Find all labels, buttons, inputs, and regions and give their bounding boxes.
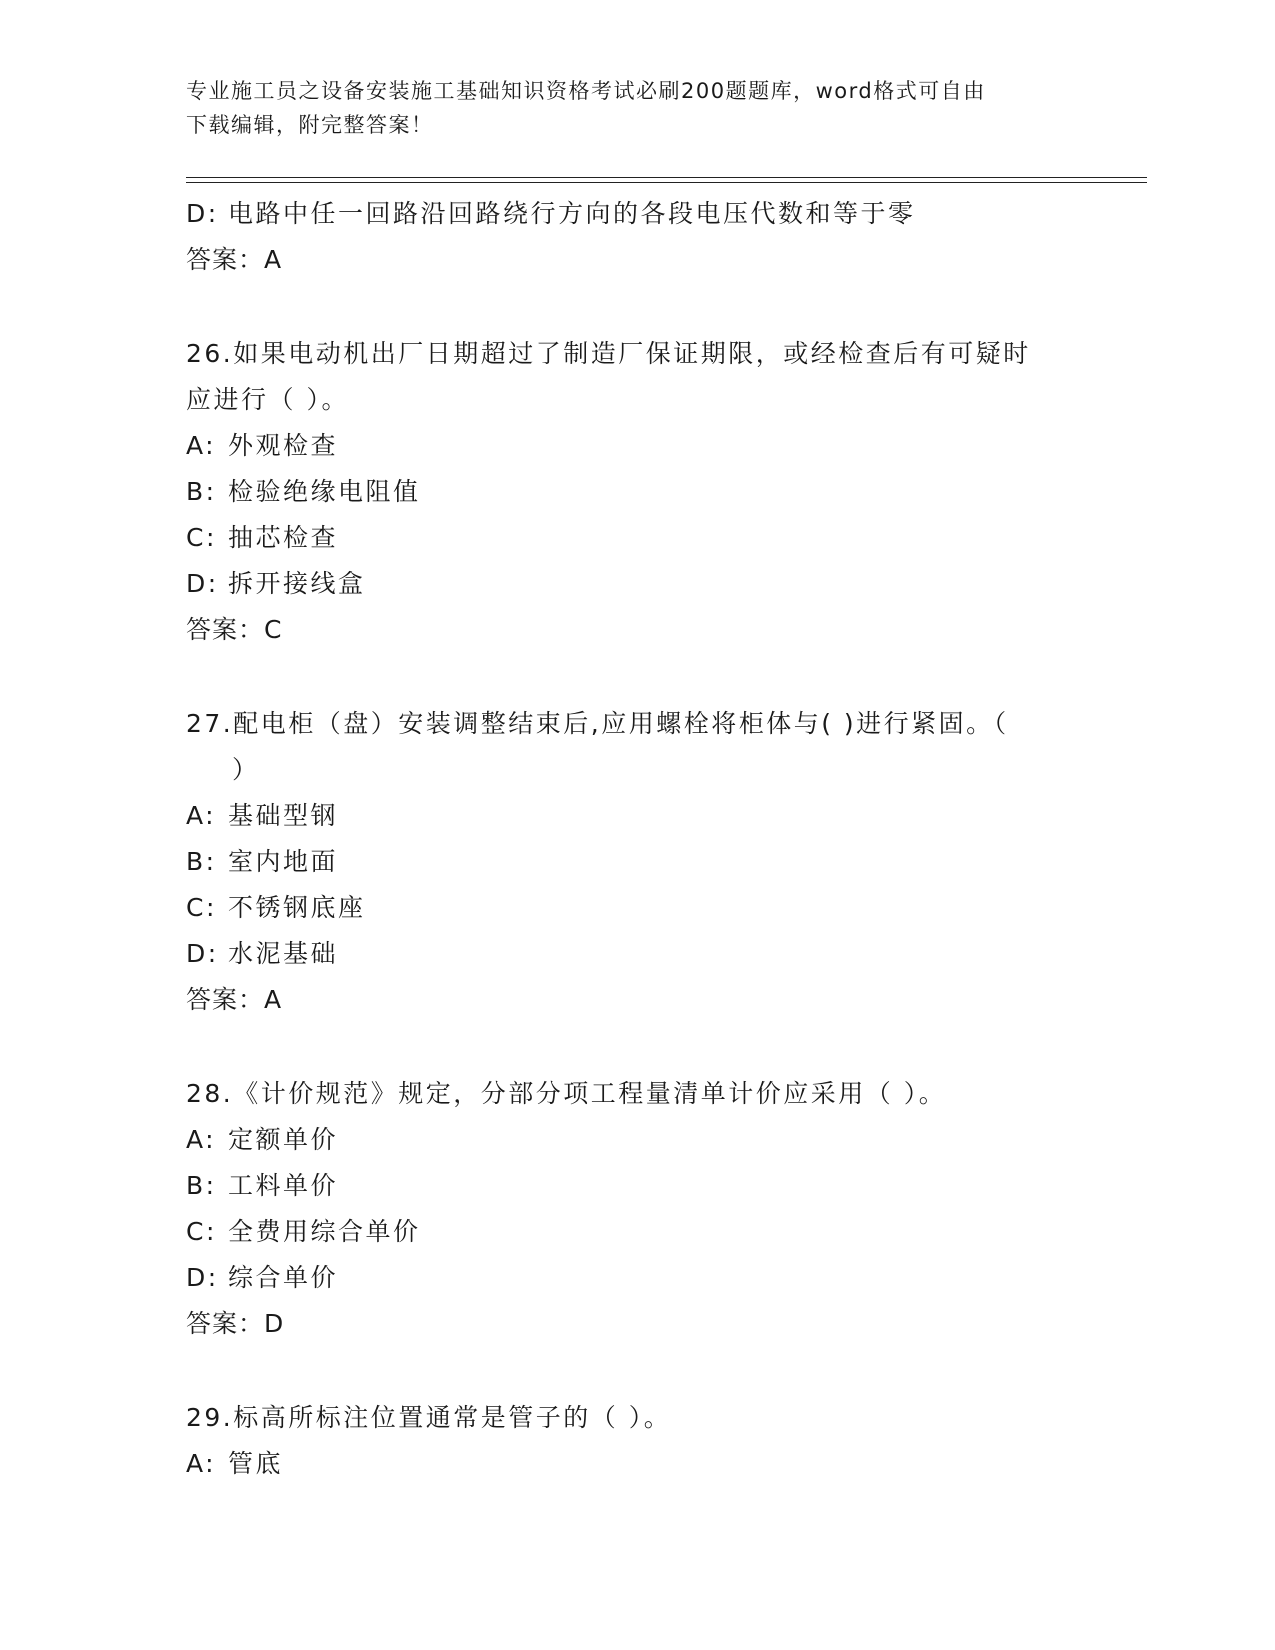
option-a	[186, 1117, 1076, 1163]
option-d	[186, 561, 1076, 607]
option-text: 基础型钢	[228, 801, 339, 830]
question-29	[186, 1395, 1076, 1487]
option-a	[186, 1441, 1076, 1487]
option-d	[186, 931, 1076, 977]
option-b	[186, 839, 1076, 885]
option-text: 拆开接线盒	[228, 569, 366, 598]
option-label: C:	[186, 1217, 217, 1246]
option-label: A:	[186, 431, 217, 460]
option-text: 检验绝缘电阻值	[228, 477, 421, 506]
option-label: D:	[186, 1263, 219, 1292]
option-label: A:	[186, 1125, 217, 1154]
option-b	[186, 1163, 1076, 1209]
spacer	[186, 1023, 1076, 1071]
spacer	[186, 1347, 1076, 1395]
option-a	[186, 423, 1076, 469]
option-d	[186, 191, 1076, 237]
question-27	[186, 701, 1076, 1023]
option-text: 抽芯检查	[228, 523, 339, 552]
spacer	[186, 283, 1076, 331]
option-label: D:	[186, 939, 219, 968]
question-stem: 29.标高所标注位置通常是管子的（ ）。	[186, 1403, 672, 1432]
option-text: 电路中任一回路沿回路绕行方向的各段电压代数和等于零	[228, 199, 916, 228]
question-stem: 27.配电柜（盘）安装调整结束后,应用螺栓将柜体与( )进行紧固。（	[186, 709, 1009, 738]
option-label: A:	[186, 801, 217, 830]
option-text: 室内地面	[228, 847, 339, 876]
option-label: D:	[186, 569, 219, 598]
question-26	[186, 331, 1076, 653]
option-text: 全费用综合单价	[228, 1217, 421, 1246]
question-stem: 28.《计价规范》规定，分部分项工程量清单计价应采用（ ）。	[186, 1079, 947, 1108]
option-text: 不锈钢底座	[228, 893, 366, 922]
option-label: C:	[186, 893, 217, 922]
spacer	[186, 653, 1076, 701]
answer-line: 答案：C	[186, 615, 283, 644]
option-label: C:	[186, 523, 217, 552]
header-line-2: 下载编辑，附完整答案！	[186, 113, 434, 137]
option-label: A:	[186, 1449, 217, 1478]
header-line-1: 专业施工员之设备安装施工基础知识资格考试必刷200题题库，word格式可自由	[186, 79, 986, 103]
option-text: 外观检查	[228, 431, 339, 460]
option-d	[186, 1255, 1076, 1301]
option-text: 综合单价	[228, 1263, 339, 1292]
document-header	[186, 74, 1066, 142]
option-text: 定额单价	[228, 1125, 339, 1154]
question-28	[186, 1071, 1076, 1347]
option-c	[186, 515, 1076, 561]
option-label: B:	[186, 1171, 217, 1200]
question-stem-continued: 应进行（ ）。	[186, 385, 349, 414]
option-label: D:	[186, 199, 219, 228]
option-text: 管底	[228, 1449, 284, 1478]
option-c	[186, 1209, 1076, 1255]
option-label: B:	[186, 847, 217, 876]
header-divider-bottom	[186, 182, 1147, 183]
option-label: B:	[186, 477, 217, 506]
question-stem-continued: ）	[232, 755, 260, 784]
option-text: 工料单价	[228, 1171, 339, 1200]
answer-line: 答案：D	[186, 1309, 285, 1338]
option-b	[186, 469, 1076, 515]
question-stem: 26.如果电动机出厂日期超过了制造厂保证期限，或经检查后有可疑时	[186, 339, 1031, 368]
header-divider-top	[186, 177, 1147, 178]
question-list	[186, 191, 1076, 1487]
option-a	[186, 793, 1076, 839]
option-text: 水泥基础	[228, 939, 339, 968]
answer-line: 答案：A	[186, 985, 283, 1014]
option-c	[186, 885, 1076, 931]
answer-line: 答案：A	[186, 245, 283, 274]
